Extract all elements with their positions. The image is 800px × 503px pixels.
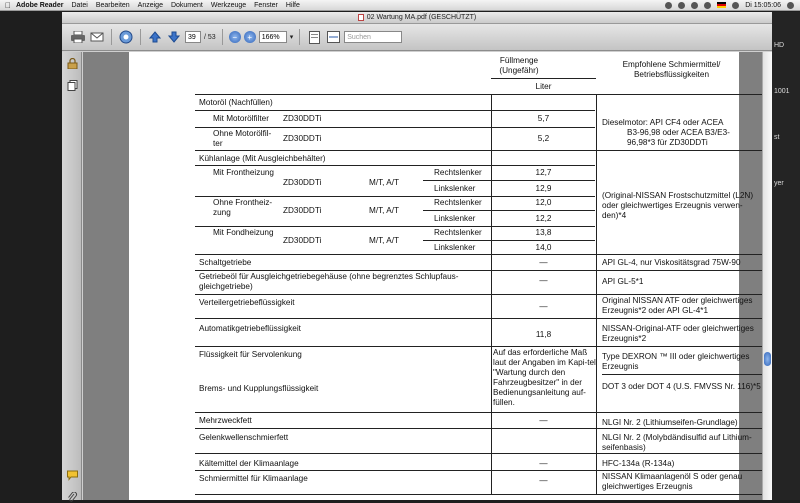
menu-werkzeuge[interactable]: Werkzeuge bbox=[210, 1, 247, 9]
kuehl-row3-r-label: Rechtslenker bbox=[434, 228, 482, 237]
table-line bbox=[195, 110, 595, 111]
servolenkung-note: Auf das erforderliche Maß laut der Angaben im Kapi-tel "Wartung durch den Fahrzeugbesitzer" in der Bedienungsanleitung auf-füllen. bbox=[493, 348, 596, 407]
kuehl-row1-trans: M/T, A/T bbox=[369, 178, 400, 187]
wifi-icon[interactable] bbox=[691, 2, 698, 9]
header-unit: Liter bbox=[535, 82, 552, 91]
pdf-document-icon bbox=[358, 14, 364, 21]
mehrzweckfett-value: — bbox=[539, 416, 548, 425]
table-line bbox=[423, 180, 595, 181]
toolbar-divider bbox=[299, 29, 300, 45]
table-line bbox=[195, 470, 762, 471]
apple-menu-icon[interactable] bbox=[0, 1, 16, 10]
menu-dokument[interactable]: Dokument bbox=[170, 1, 203, 9]
pages-icon[interactable] bbox=[67, 80, 78, 91]
kaeltemittel-value: — bbox=[539, 459, 548, 468]
klimaoel-value: — bbox=[539, 476, 548, 485]
automatikgetriebe-label: Automatikgetriebeflüssigkeit bbox=[199, 324, 301, 333]
table-line bbox=[195, 226, 595, 227]
window-titlebar bbox=[62, 12, 772, 24]
automatikgetriebe-spec: NISSAN-Original-ATF oder gleichwertiges Erzeugnis*2 bbox=[602, 324, 754, 343]
table-line bbox=[195, 94, 762, 95]
menu-anzeige[interactable]: Anzeige bbox=[137, 1, 163, 9]
sync-icon[interactable] bbox=[665, 2, 672, 9]
kuehl-row1-l-value: 12,9 bbox=[535, 184, 552, 193]
window-title: 02 Wartung MA.pdf (GESCHÜTZT) bbox=[366, 14, 477, 21]
schaltgetriebe-label: Schaltgetriebe bbox=[199, 258, 252, 267]
volume-icon[interactable] bbox=[704, 2, 711, 9]
table-line bbox=[491, 94, 492, 494]
search-input[interactable]: Suchen bbox=[344, 31, 402, 43]
kuehl-row2-r-label: Rechtslenker bbox=[434, 198, 482, 207]
kuehl-spec: (Original-NISSAN Frostschutzmittel (L2N) oder gleichwertiges Erzeugnis verwen-den)*4 bbox=[602, 191, 754, 220]
bremsfluessigkeit-spec: DOT 3 oder DOT 4 (U.S. FMVSS Nr. 116)*5 bbox=[602, 382, 761, 391]
klimaoel-spec: NISSAN Klimaanlagenöl S oder genau gleichwertiges Erzeugnis bbox=[602, 472, 743, 491]
verteilergetriebe-value: — bbox=[539, 302, 548, 311]
table-line bbox=[195, 127, 595, 128]
table-line bbox=[596, 94, 597, 494]
menubar bbox=[0, 0, 800, 11]
menu-fenster[interactable]: Fenster bbox=[254, 1, 278, 9]
menubar-clock[interactable]: Di 15:05:06 bbox=[745, 1, 781, 9]
table-line bbox=[195, 428, 762, 429]
kuehl-row3-l-label: Linkslenker bbox=[434, 243, 476, 252]
automatikgetriebe-value: 11,8 bbox=[535, 330, 552, 339]
ausgleichgetriebe-label: Getriebeöl für Ausgleichgetriebegehäuse (ohne begrenztes Schlupfaus-gleichgetriebe) bbox=[199, 272, 459, 291]
mehrzweckfett-label: Mehrzweckfett bbox=[199, 416, 252, 425]
table-line bbox=[423, 210, 595, 211]
email-icon[interactable] bbox=[89, 29, 105, 45]
fit-page-icon[interactable] bbox=[306, 29, 322, 45]
kaeltemittel-label: Kältemittel der Klimaanlage bbox=[199, 459, 299, 468]
motoroel-row1-value: 5,7 bbox=[537, 114, 550, 123]
reader-window bbox=[62, 12, 772, 500]
desktop-label-1001: 1001 bbox=[774, 88, 790, 95]
kuehl-row2-r-value: 12,0 bbox=[535, 198, 552, 207]
table-line bbox=[195, 294, 762, 295]
app-menu[interactable]: Adobe Reader bbox=[16, 1, 64, 9]
table-line bbox=[602, 374, 762, 375]
table-line bbox=[195, 150, 762, 151]
motoroel-title: Motoröl (Nachfüllen) bbox=[199, 98, 273, 107]
next-page-icon[interactable] bbox=[166, 29, 182, 45]
verteilergetriebe-spec: Original NISSAN ATF oder gleichwertiges Erzeugnis*2 oder API GL-4*1 bbox=[602, 296, 753, 315]
table-line bbox=[195, 453, 762, 454]
header-fill-amount: Füllmenge (Ungefähr) bbox=[499, 56, 539, 75]
menubar-status bbox=[665, 2, 800, 9]
kuehl-title: Kühlanlage (Mit Ausgleichbehälter) bbox=[199, 154, 326, 163]
header-recommendations: Empfohlene Schmiermittel/ Betriebsflüssigkeiten bbox=[622, 60, 721, 79]
schaltgetriebe-spec: API GL-4, nur Viskositätsgrad 75W-90 bbox=[602, 258, 741, 267]
kuehl-row1-engine: ZD30DDTi bbox=[283, 178, 322, 187]
kuehl-row1-l-label: Linkslenker bbox=[434, 184, 476, 193]
navigation-sidebar bbox=[62, 52, 82, 500]
zoom-in-icon[interactable]: + bbox=[244, 31, 256, 43]
motoroel-row2-label: Ohne Motorölfil- ter bbox=[213, 129, 272, 148]
toolbar bbox=[62, 24, 772, 51]
table-line bbox=[491, 78, 596, 79]
servolenkung-spec: Type DEXRON ™ III oder gleichwertiges Erzeugnis bbox=[602, 352, 750, 371]
gelenkwelle-spec: NLGI Nr. 2 (Molybdändisulfid auf Lithium-seifenbasis) bbox=[602, 433, 752, 452]
table-line bbox=[195, 318, 762, 319]
previous-page-icon[interactable] bbox=[147, 29, 163, 45]
kuehl-row2-label: Ohne Frontheiz- zung bbox=[213, 198, 273, 217]
schaltgetriebe-value: — bbox=[539, 258, 548, 267]
motoroel-row2-value: 5,2 bbox=[537, 134, 550, 143]
table-line bbox=[195, 494, 762, 495]
menu-datei[interactable]: Datei bbox=[71, 1, 88, 9]
desktop-label-st: st bbox=[774, 134, 780, 141]
zoom-dropdown-icon[interactable]: ▾ bbox=[289, 34, 294, 41]
german-flag-icon[interactable] bbox=[717, 2, 726, 8]
comments-icon[interactable] bbox=[67, 470, 78, 481]
kuehl-row3-engine: ZD30DDTi bbox=[283, 236, 322, 245]
table-line bbox=[195, 196, 595, 197]
kuehl-row3-label: Mit Fondheizung bbox=[213, 228, 274, 237]
kuehl-row2-trans: M/T, A/T bbox=[369, 206, 400, 215]
zoom-level-select[interactable]: 166% bbox=[259, 31, 287, 43]
kuehl-row2-engine: ZD30DDTi bbox=[283, 206, 322, 215]
bremsfluessigkeit-label: Brems- und Kupplungsflüssigkeit bbox=[199, 384, 319, 393]
verteilergetriebe-label: Verteilergetriebeflüssigkeit bbox=[199, 298, 295, 307]
fit-width-icon[interactable] bbox=[325, 29, 341, 45]
kaeltemittel-spec: HFC-134a (R-134a) bbox=[602, 459, 675, 468]
motoroel-row1-label: Mit Motorölfilter bbox=[213, 114, 269, 123]
kuehl-row3-trans: M/T, A/T bbox=[369, 236, 400, 245]
kuehl-row2-l-label: Linkslenker bbox=[434, 214, 476, 223]
page-number-input[interactable]: 39 bbox=[185, 31, 201, 43]
desktop-edge bbox=[772, 12, 800, 500]
mehrzweckfett-spec: NLGI Nr. 2 (Lithiumseifen-Grundlage) bbox=[602, 418, 738, 427]
motoroel-row2-engine: ZD30DDTi bbox=[283, 134, 322, 143]
pdf-page bbox=[129, 52, 761, 500]
kuehl-row2-l-value: 12,2 bbox=[535, 214, 552, 223]
desktop-label-yer: yer bbox=[774, 180, 784, 187]
vertical-scrollbar[interactable] bbox=[762, 52, 772, 500]
ausgleichgetriebe-value: — bbox=[539, 276, 548, 285]
motoroel-row1-engine: ZD30DDTi bbox=[283, 114, 322, 123]
desktop-label-hd: HD bbox=[774, 42, 785, 49]
attachment-icon[interactable] bbox=[67, 492, 78, 503]
scrollbar-thumb[interactable] bbox=[764, 352, 771, 366]
battery-icon[interactable] bbox=[732, 2, 739, 9]
table-line bbox=[195, 346, 762, 347]
motoroel-spec-line1: Dieselmotor: API CF4 oder ACEA bbox=[602, 118, 724, 127]
gelenkwelle-label: Gelenkwellenschmierfett bbox=[199, 433, 289, 442]
page-total: / 53 bbox=[204, 33, 216, 41]
ausgleichgetriebe-spec: API GL-5*1 bbox=[602, 277, 644, 286]
servolenkung-label: Flüssigkeit für Servolenkung bbox=[199, 350, 302, 359]
motoroel-spec-line3: 96,98*3 für ZD30DDTi bbox=[627, 138, 708, 147]
kuehl-row3-l-value: 14,0 bbox=[535, 243, 552, 252]
motoroel-spec-line2: B3-96,98 oder ACEA B3/E3- bbox=[627, 128, 730, 137]
toolbar-divider bbox=[111, 29, 112, 45]
print-icon[interactable] bbox=[70, 29, 86, 45]
kuehl-row1-label: Mit Frontheizung bbox=[213, 168, 274, 177]
menu-bearbeiten[interactable]: Bearbeiten bbox=[95, 1, 130, 9]
toolbar-divider bbox=[140, 29, 141, 45]
bluetooth-icon[interactable] bbox=[678, 2, 685, 9]
menu-hilfe[interactable]: Hilfe bbox=[285, 1, 300, 9]
collaboration-icon[interactable] bbox=[118, 29, 134, 45]
kuehl-row1-r-value: 12,7 bbox=[535, 168, 552, 177]
table-line bbox=[423, 240, 595, 241]
kuehl-row1-r-label: Rechtslenker bbox=[434, 168, 482, 177]
toolbar-divider bbox=[222, 29, 223, 45]
spotlight-icon[interactable] bbox=[787, 2, 794, 9]
table-line bbox=[195, 412, 762, 413]
document-canvas[interactable] bbox=[83, 52, 762, 500]
table-line bbox=[195, 165, 595, 166]
zoom-out-icon[interactable]: − bbox=[229, 31, 241, 43]
lock-icon[interactable] bbox=[67, 58, 78, 69]
kuehl-row3-r-value: 13,8 bbox=[535, 228, 552, 237]
table-line bbox=[195, 254, 762, 255]
klimaoel-label: Schmiermittel für Klimaanlage bbox=[199, 474, 308, 483]
table-line bbox=[195, 270, 762, 271]
